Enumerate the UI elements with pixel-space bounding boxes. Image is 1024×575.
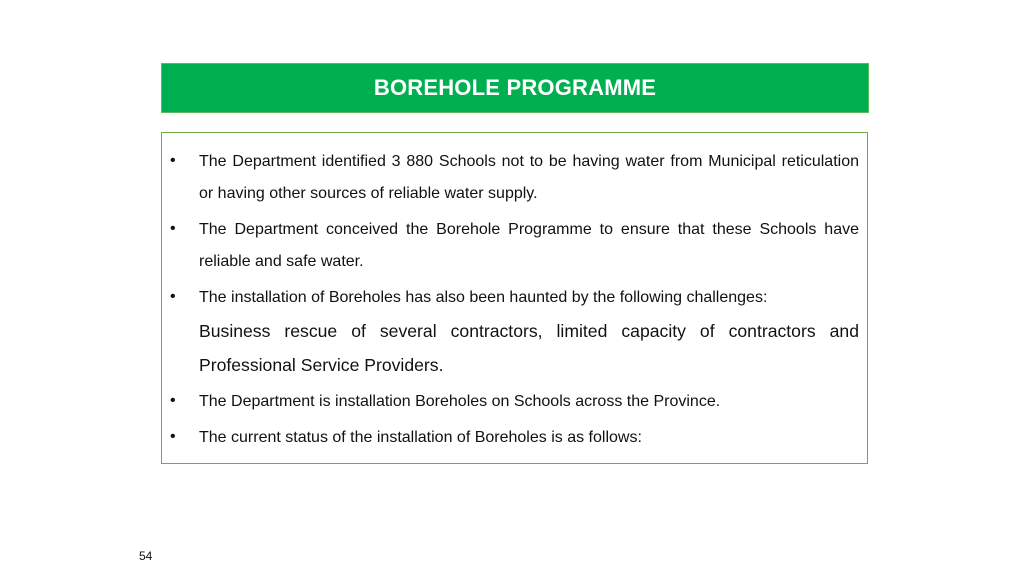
bullet-text: The current status of the installation of Boreholes is as follows: (199, 429, 642, 446)
bullet-text: The Department conceived the Borehole Programme to ensure that these Schools have reliable and safe water. (199, 221, 859, 270)
bullet-marker: • (170, 288, 176, 305)
bullet-item (170, 422, 859, 454)
bullet-marker: • (170, 428, 176, 445)
bullet-text: The Department identified 3 880 Schools not to be having water from Municipal reticulation or having other sources of reliable water supply. (199, 153, 859, 202)
bullet-item (170, 386, 859, 418)
bullet-item (170, 214, 859, 278)
bullet-text: The Department is installation Boreholes on Schools across the Province. (199, 393, 721, 410)
slide-title: BOREHOLE PROGRAMME (373, 75, 657, 100)
bullet-marker: • (170, 152, 176, 169)
bullet-marker: • (170, 392, 176, 409)
bullet-item (170, 146, 859, 210)
bullet-list (170, 146, 859, 454)
bullet-text-line1: The installation of Boreholes has also been haunted by the following challenges: (199, 289, 768, 306)
content-box (161, 132, 868, 464)
bullet-text-continuation: Business rescue of several contractors, limited capacity of contractors and Professional Service Providers. (199, 321, 859, 375)
page-number: 54 (139, 549, 153, 563)
bullet-marker: • (170, 220, 176, 237)
title-bar (161, 63, 869, 113)
bullet-item (170, 282, 859, 382)
